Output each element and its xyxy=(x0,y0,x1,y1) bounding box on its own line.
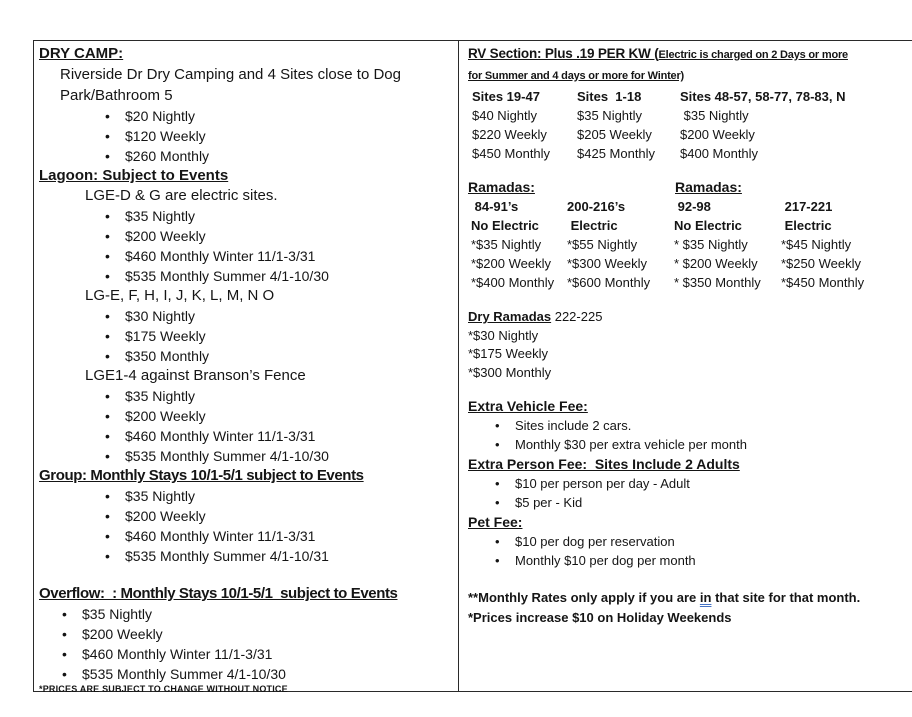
ramada-rate: * $200 Weekly xyxy=(674,256,758,271)
ramada-rate: *$600 Monthly xyxy=(567,275,651,290)
fee-item: • $5 per - Kid xyxy=(468,493,908,512)
rate-item: • $200 Weekly xyxy=(39,506,454,526)
rv-rate: $450 Monthly xyxy=(472,146,551,161)
rate-item: • $200 Weekly xyxy=(39,624,454,644)
rv-rate: $425 Monthly xyxy=(577,146,656,161)
ramadas-heading-right: Ramadas: xyxy=(675,179,742,195)
group-heading: Group: Monthly Stays 10/1-5/1 subject to Events xyxy=(39,467,364,484)
rv-col-header: Sites 48-57, 58-77, 78-83, N xyxy=(680,89,846,104)
ramada-col-header: 84-91’s xyxy=(471,199,519,214)
overflow-rates-list xyxy=(39,604,454,684)
monthly-note-underlined-word: in xyxy=(699,590,712,605)
lagoon-group-rates-list xyxy=(39,206,454,286)
prices-disclaimer: *PRICES ARE SUBJECT TO CHANGE WITHOUT NOTICE xyxy=(39,684,288,694)
rv-rate: $400 Monthly xyxy=(680,146,759,161)
ramada-rate: * $35 Nightly xyxy=(674,237,748,252)
rv-rate: $205 Weekly xyxy=(577,127,652,142)
rv-section-heading-note: Electric is charged on 2 Days or more xyxy=(658,49,848,61)
ramada-col-header: 92-98 xyxy=(674,199,711,214)
rv-section-heading-line2: for Summer and 4 days or more for Winter) xyxy=(468,70,685,82)
fee-item: • Monthly $30 per extra vehicle per month xyxy=(468,435,908,454)
notes-section xyxy=(468,588,908,628)
rv-rate: $35 Nightly xyxy=(680,108,749,123)
ramada-rate: *$200 Weekly xyxy=(471,256,551,271)
rate-item: • $535 Monthly Summer 4/1-10/31 xyxy=(39,546,454,566)
rate-item: • $175 Weekly xyxy=(39,326,454,346)
holiday-price-note: *Prices increase $10 on Holiday Weekends xyxy=(468,610,732,625)
rv-section-heading-main: RV Section: Plus .19 PER KW ( xyxy=(468,46,659,61)
dry-ramadas-range: 222-225 xyxy=(551,309,603,324)
monthly-rates-note: **Monthly Rates only apply if you are in that site for that month. xyxy=(468,590,861,605)
rate-item: • $20 Nightly xyxy=(39,106,454,126)
rv-rates-table xyxy=(472,87,908,163)
ramada-rate: *$55 Nightly xyxy=(567,237,638,252)
ramada-col-header: 200-216’s xyxy=(567,199,626,214)
extra-vehicle-fee-heading: Extra Vehicle Fee: xyxy=(468,398,588,414)
lagoon-group-rates-list xyxy=(39,306,454,366)
lagoon-group-rates-list xyxy=(39,386,454,466)
rate-item: • $35 Nightly xyxy=(39,486,454,506)
extra-person-fee-list xyxy=(468,474,908,512)
ramada-rate: *$300 Weekly xyxy=(567,256,647,271)
dry-camp-heading: DRY CAMP: xyxy=(39,45,124,62)
right-column xyxy=(459,41,912,691)
dry-camp-description-line1: Riverside Dr Dry Camping and 4 Sites close to Dog xyxy=(60,66,401,83)
lagoon-heading: Lagoon: Subject to Events xyxy=(39,167,229,184)
pet-fee-list xyxy=(468,532,908,570)
rv-rate: $40 Nightly xyxy=(472,108,538,123)
rate-item: • $260 Monthly xyxy=(39,146,454,166)
dry-camp-description-line2: Park/Bathroom 5 xyxy=(60,87,173,104)
ramada-rate: *$35 Nightly xyxy=(471,237,542,252)
rv-rate: $35 Nightly xyxy=(577,108,643,123)
rate-item: • $35 Nightly xyxy=(39,386,454,406)
rate-item: • $460 Monthly Winter 11/1-3/31 xyxy=(39,644,454,664)
rv-col-header: Sites 19-47 xyxy=(472,89,540,104)
ramada-rate: * $350 Monthly xyxy=(674,275,761,290)
dry-camp-rates-list xyxy=(39,106,454,166)
fee-item: • Sites include 2 cars. xyxy=(468,416,908,435)
dry-ramada-rate: *$175 Weekly xyxy=(468,346,548,361)
rate-item: • $535 Monthly Summer 4/1-10/30 xyxy=(39,664,454,684)
ramada-electric-label: Electric xyxy=(781,218,832,233)
left-column xyxy=(34,41,459,694)
dry-ramadas-heading: Dry Ramadas xyxy=(468,309,552,324)
dry-ramada-rate: *$30 Nightly xyxy=(468,327,539,343)
rate-item: • $460 Monthly Winter 11/1-3/31 xyxy=(39,246,454,266)
lagoon-group-label: LG-E, F, H, I, J, K, L, M, N O xyxy=(85,287,275,304)
fee-item: • $10 per dog per reservation xyxy=(468,532,908,551)
rate-item: • $460 Monthly Winter 11/1-3/31 xyxy=(39,526,454,546)
ramada-col-header: 217-221 xyxy=(781,199,833,214)
rate-item: • $30 Nightly xyxy=(39,306,454,326)
extra-vehicle-fee-list xyxy=(468,416,908,454)
rate-item: • $200 Weekly xyxy=(39,406,454,426)
rate-item: • $200 Weekly xyxy=(39,226,454,246)
price-sheet-table xyxy=(33,40,912,692)
rate-item: • $35 Nightly xyxy=(39,206,454,226)
lagoon-group-label: LGE-D & G are electric sites. xyxy=(85,187,278,204)
ramadas-heading-left: Ramadas: xyxy=(468,179,535,195)
ramada-electric-label: No Electric xyxy=(471,218,539,233)
group-rates-list xyxy=(39,486,454,566)
rate-item: • $535 Monthly Summer 4/1-10/30 xyxy=(39,446,454,466)
dry-ramadas-section xyxy=(468,308,908,382)
ramada-electric-label: No Electric xyxy=(674,218,742,233)
ramadas-rates-table xyxy=(471,197,908,292)
ramada-rate: *$250 Weekly xyxy=(781,256,861,271)
ramadas-section xyxy=(468,177,908,292)
pet-fee-heading: Pet Fee: xyxy=(468,514,523,530)
rate-item: • $535 Monthly Summer 4/1-10/30 xyxy=(39,266,454,286)
rv-col-header: Sites 1-18 xyxy=(577,89,642,104)
extra-person-fee-heading: Extra Person Fee: Sites Include 2 Adults xyxy=(468,456,740,472)
fee-item: • $10 per person per day - Adult xyxy=(468,474,908,493)
rate-item: • $120 Weekly xyxy=(39,126,454,146)
rv-rate: $200 Weekly xyxy=(680,127,755,142)
rv-rate: $220 Weekly xyxy=(472,127,547,142)
rate-item: • $460 Monthly Winter 11/1-3/31 xyxy=(39,426,454,446)
rate-item: • $350 Monthly xyxy=(39,346,454,366)
dry-ramada-rate: *$300 Monthly xyxy=(468,364,552,380)
ramada-electric-label: Electric xyxy=(567,218,618,233)
ramada-rate: *$45 Nightly xyxy=(781,237,852,252)
lagoon-group-label: LGE1-4 against Branson’s Fence xyxy=(85,367,306,384)
ramada-rate: *$450 Monthly xyxy=(781,275,865,290)
rate-item: • $35 Nightly xyxy=(39,604,454,624)
fee-item: • Monthly $10 per dog per month xyxy=(468,551,908,570)
overflow-heading: Overflow: : Monthly Stays 10/1-5/1 subject to Events xyxy=(39,585,398,602)
rv-section-heading-line1 xyxy=(468,44,908,65)
ramada-rate: *$400 Monthly xyxy=(471,275,555,290)
